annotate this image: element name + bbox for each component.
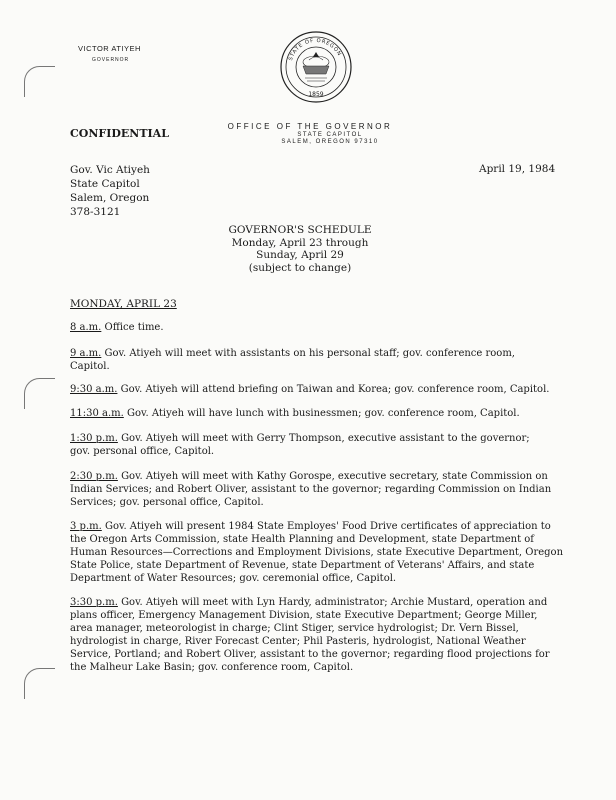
schedule-entry — [70, 520, 590, 585]
letterhead-name: VICTOR ATIYEH — [78, 44, 141, 53]
schedule-entry — [70, 470, 590, 509]
schedule-entry — [70, 407, 590, 420]
address-phone: 378-3121 — [70, 206, 121, 218]
entry-line: gov. personal office, Capitol. — [70, 446, 215, 457]
punch-hole-mark — [24, 378, 55, 409]
schedule-entry — [70, 596, 590, 674]
schedule-heading — [200, 224, 400, 274]
entry-line: hydrologist in charge, River Forecast Center; Phil Pasteris, hydrologist, National Weather — [70, 636, 526, 647]
svg-text:1859: 1859 — [308, 91, 324, 98]
entry-line: 3:30 p.m. Gov. Atiyeh will meet with Lyn Hardy, administrator; Archie Mustard, operation and — [70, 597, 548, 608]
entry-line: the Malheur Lake Basin; gov. conference room, Capitol. — [70, 662, 354, 673]
entry-line: 1:30 p.m. Gov. Atiyeh will meet with Gerry Thompson, executive assistant to the governor; — [70, 433, 530, 444]
schedule-entry — [70, 347, 590, 373]
schedule-entry — [70, 383, 590, 396]
heading-range-start: Monday, April 23 through — [231, 236, 369, 249]
entry-line: Services; gov. personal office, Capitol. — [70, 497, 264, 508]
address-line: State Capitol — [70, 178, 140, 190]
heading-note: (subject to change) — [248, 261, 352, 274]
letterhead-title: GOVERNOR — [92, 57, 130, 63]
entry-line: Human Resources—Corrections and Employment Divisions, state Executive Department, Oregon — [70, 547, 564, 558]
entry-line: Capitol. — [70, 361, 110, 372]
entry-time: 3:30 p.m. — [70, 597, 118, 608]
office-line2: STATE CAPITOL — [297, 132, 363, 138]
punch-hole-mark — [24, 66, 55, 97]
entry-time: 2:30 p.m. — [70, 471, 118, 482]
sender-address — [70, 163, 150, 219]
address-line: Gov. Vic Atiyeh — [70, 164, 150, 176]
entry-line: the Oregon Arts Commission, state Health Planning and Development, state Department of — [70, 534, 534, 545]
entry-time: 9:30 a.m. — [70, 384, 118, 395]
entry-time: 3 p.m. — [70, 521, 102, 532]
document-date: April 19, 1984 — [479, 163, 556, 175]
entry-line: State Police, state Department of Revenue, state Department of Veterans' Affairs, and state — [70, 560, 535, 571]
day-heading: MONDAY, APRIL 23 — [70, 298, 177, 310]
entry-line: plans officer, Emergency Management Division, state Executive Department; George Miller, — [70, 610, 538, 621]
entry-line: Department of Water Resources; gov. ceremonial office, Capitol. — [70, 573, 397, 584]
punch-hole-mark — [24, 668, 55, 699]
entry-line: 9:30 a.m. Gov. Atiyeh will attend briefing on Taiwan and Korea; gov. conference room, Capitol. — [70, 384, 550, 395]
svg-text:STATE OF OREGON: STATE OF OREGON — [287, 37, 343, 62]
entry-line: 9 a.m. Gov. Atiyeh will meet with assistants on his personal staff; gov. conference room, — [70, 348, 515, 359]
schedule-entry — [70, 432, 590, 458]
entry-line: area manager, meteorologist in charge; Clint Stiger, service hydrologist; Dr. Vern Bissel, — [70, 623, 519, 634]
office-line3: SALEM, OREGON 97310 — [281, 139, 379, 145]
entry-line: Service, Portland; and Robert Oliver, assistant to the governor; regarding flood projections for — [70, 649, 550, 660]
entry-time: 8 a.m. — [70, 322, 102, 333]
office-header — [210, 122, 410, 145]
schedule-entry — [70, 321, 590, 334]
entry-line: Indian Services; and Robert Oliver, assistant to the governor; regarding Commission on Indian — [70, 484, 552, 495]
entry-time: 1:30 p.m. — [70, 433, 118, 444]
entry-line: 2:30 p.m. Gov. Atiyeh will meet with Kathy Gorospe, executive secretary, state Commission on — [70, 471, 548, 482]
entry-line: 3 p.m. Gov. Atiyeh will present 1984 State Employes' Food Drive certificates of appreciation to — [70, 521, 551, 532]
address-line: Salem, Oregon — [70, 192, 150, 204]
office-name: OFFICE OF THE GOVERNOR — [227, 122, 393, 131]
heading-range-end: Sunday, April 29 — [256, 249, 344, 261]
entry-line: 8 a.m. Office time. — [70, 322, 164, 333]
entry-time: 11:30 a.m. — [70, 408, 124, 419]
confidential-label: CONFIDENTIAL — [70, 127, 169, 140]
state-seal-icon — [279, 30, 353, 104]
entry-time: 9 a.m. — [70, 348, 102, 359]
entry-line: 11:30 a.m. Gov. Atiyeh will have lunch with businessmen; gov. conference room, Capitol. — [70, 408, 520, 419]
heading-title: GOVERNOR'S SCHEDULE — [228, 224, 372, 236]
